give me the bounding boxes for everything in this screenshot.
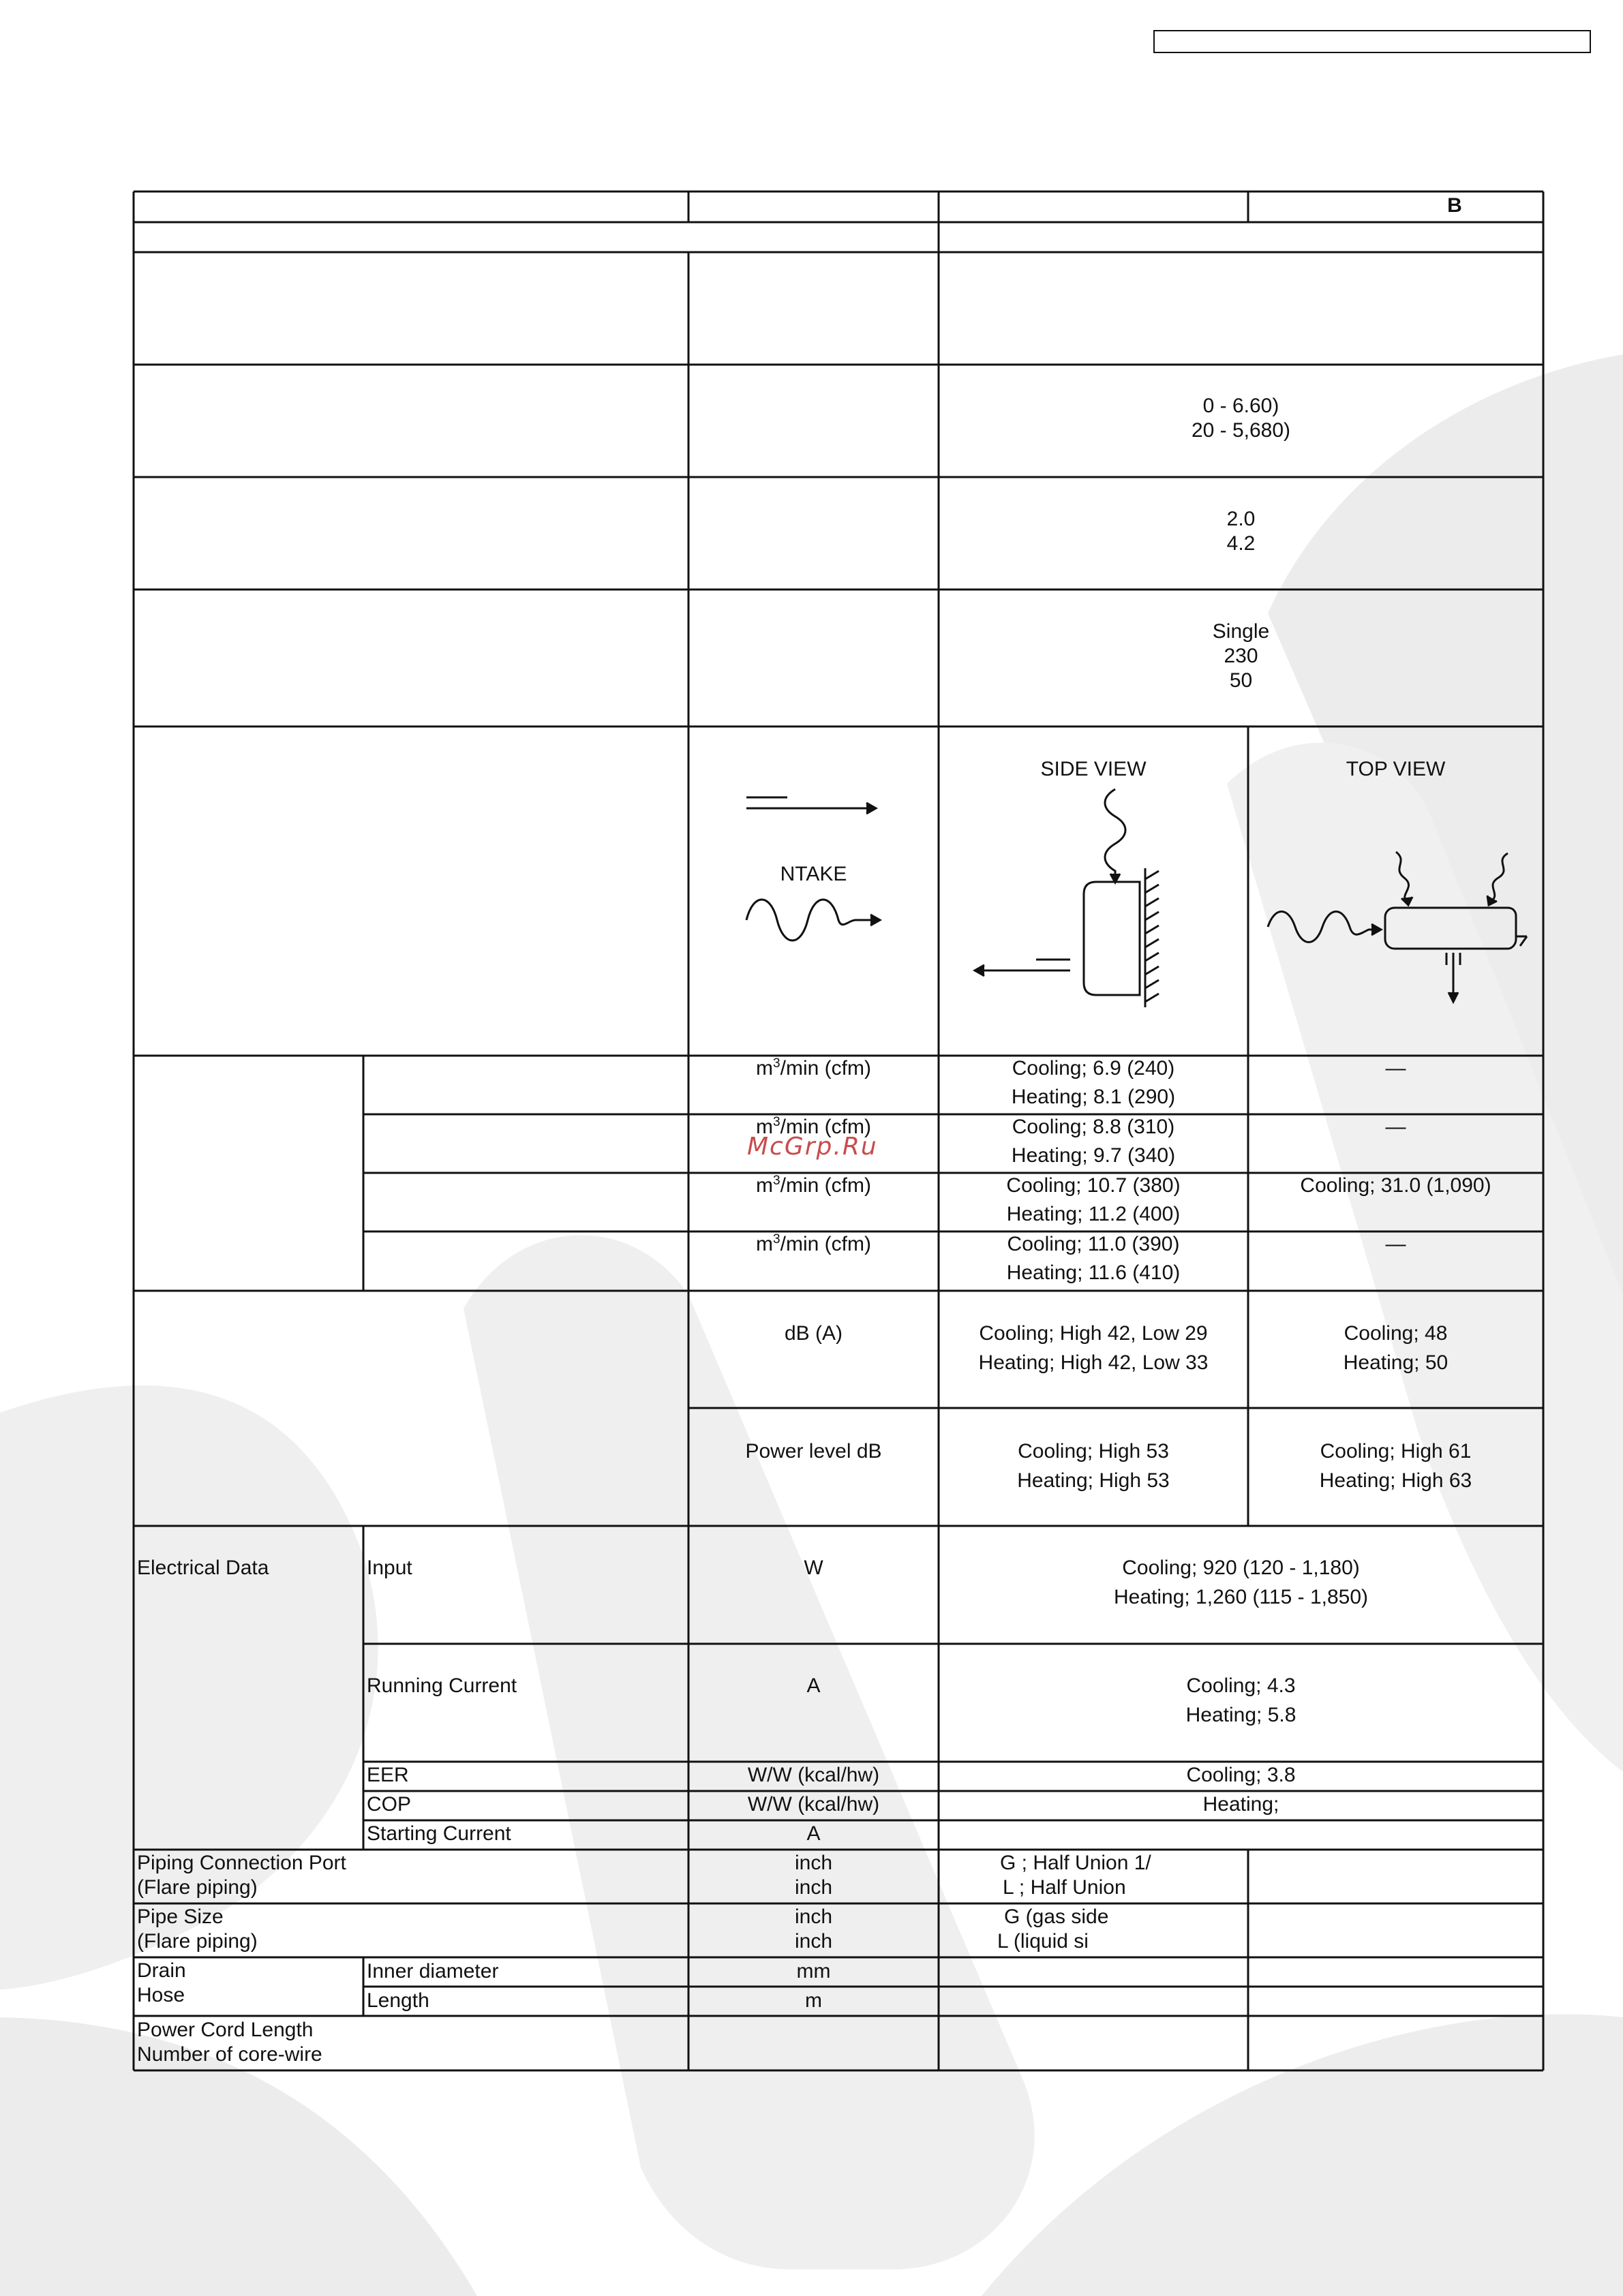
unit-exponent: 3	[773, 1232, 780, 1246]
moisture-line-1: 2.0	[1226, 508, 1256, 530]
unit-suffix: /min (cfm)	[780, 1174, 871, 1197]
moisture-line-2: 4.2	[1226, 532, 1256, 555]
running-current-label: Running Current	[367, 1674, 517, 1697]
capacity-line-1: 0 - 6.60)	[1202, 395, 1279, 417]
noise-pressure-outdoor-heating: Heating; 50	[1343, 1351, 1448, 1374]
cop-label: COP	[367, 1793, 412, 1816]
pipe-size-liquid-value: L (liquid si	[997, 1930, 1089, 1953]
input-heating: Heating; 1,260 (115 - 1,850)	[1113, 1586, 1369, 1608]
pipe-size-unit-gas: inch	[794, 1905, 833, 1928]
input-label: Input	[367, 1557, 412, 1579]
pipe-size-label: Pipe Size	[137, 1905, 224, 1928]
intake-label: NTAKE	[780, 863, 847, 885]
noise-power-indoor-cooling: Cooling; High 53	[1018, 1440, 1169, 1463]
unit-base: m	[756, 1116, 774, 1138]
noise-pressure-indoor-heating: Heating; High 42, Low 33	[978, 1351, 1209, 1374]
input-unit: W	[804, 1557, 823, 1579]
airflow-row-3-cooling: Cooling; 10.7 (380)	[1006, 1174, 1181, 1197]
side-view-airflow-icon	[961, 784, 1234, 1015]
unit-base: m	[756, 1174, 774, 1197]
unit-exponent: 3	[773, 1115, 780, 1129]
unit-base: m	[756, 1233, 774, 1255]
noise-power-outdoor-cooling: Cooling; High 61	[1320, 1440, 1472, 1463]
drain-hose-label-2: Hose	[137, 1984, 185, 2006]
airflow-row-3-heating: Heating; 11.2 (400)	[1006, 1203, 1181, 1225]
airflow-row-2-cooling: Cooling; 8.8 (310)	[1012, 1116, 1175, 1138]
length-unit: m	[805, 1989, 822, 2012]
airflow-row-1-unit	[688, 1056, 939, 1081]
noise-power-indoor-heating: Heating; High 53	[1017, 1469, 1170, 1492]
unit-suffix: /min (cfm)	[780, 1233, 871, 1255]
capacity-line-2: 20 - 5,680)	[1191, 419, 1291, 442]
cop-unit: W/W (kcal/hw)	[747, 1793, 880, 1816]
electrical-data-label: Electrical Data	[137, 1557, 269, 1579]
airflow-row-2-heating: Heating; 9.7 (340)	[1011, 1144, 1176, 1167]
airflow-row-1-cooling: Cooling; 6.9 (240)	[1012, 1057, 1175, 1080]
airflow-row-4-outdoor: —	[1385, 1233, 1406, 1255]
airflow-row-2-outdoor: —	[1385, 1116, 1406, 1138]
airflow-row-4-cooling: Cooling; 11.0 (390)	[1007, 1233, 1180, 1255]
piping-port-liquid-value: L ; Half Union	[1003, 1876, 1126, 1899]
noise-power-unit: Power level dB	[745, 1440, 882, 1463]
pipe-size-unit-liquid: inch	[794, 1930, 833, 1953]
unit-exponent: 3	[773, 1056, 780, 1071]
piping-port-label: Piping Connection Port	[137, 1852, 346, 1874]
airflow-row-4-heating: Heating; 11.6 (410)	[1006, 1261, 1181, 1284]
power-cord-length-label: Power Cord Length	[137, 2019, 314, 2041]
noise-pressure-indoor-cooling: Cooling; High 42, Low 29	[979, 1322, 1208, 1345]
eer-label: EER	[367, 1764, 409, 1786]
cop-value: Heating;	[1202, 1793, 1279, 1816]
piping-port-unit-liquid: inch	[794, 1876, 833, 1899]
unit-suffix: /min (cfm)	[780, 1116, 871, 1138]
eer-unit: W/W (kcal/hw)	[747, 1764, 880, 1786]
pipe-size-gas-value: G (gas side	[1004, 1905, 1109, 1928]
top-view-label: TOP VIEW	[1346, 758, 1446, 780]
running-current-heating: Heating; 5.8	[1185, 1704, 1296, 1726]
top-view-airflow-icon	[1262, 845, 1535, 1009]
airflow-row-3-unit	[688, 1174, 939, 1198]
noise-power-outdoor-heating: Heating; High 63	[1319, 1469, 1472, 1492]
airflow-row-1-outdoor: —	[1385, 1057, 1406, 1080]
inner-diameter-unit: mm	[796, 1960, 831, 1983]
eer-value: Cooling; 3.8	[1186, 1764, 1296, 1786]
starting-current-unit: A	[806, 1822, 821, 1845]
power-voltage: 230	[1224, 645, 1258, 667]
running-current-cooling: Cooling; 4.3	[1186, 1674, 1296, 1697]
power-frequency: 50	[1229, 669, 1253, 692]
piping-port-unit-gas: inch	[794, 1852, 833, 1874]
unit-suffix: /min (cfm)	[780, 1057, 871, 1080]
input-cooling: Cooling; 920 (120 - 1,180)	[1122, 1557, 1360, 1579]
length-label: Length	[367, 1989, 429, 2012]
running-current-unit: A	[806, 1674, 821, 1697]
airflow-row-3-outdoor: Cooling; 31.0 (1,090)	[1300, 1174, 1491, 1197]
noise-pressure-outdoor-cooling: Cooling; 48	[1344, 1322, 1448, 1345]
unit-exponent: 3	[773, 1174, 780, 1188]
airflow-row-4-unit	[688, 1232, 939, 1257]
piping-port-gas-value: G ; Half Union 1/	[1000, 1852, 1151, 1874]
watermark-brand-text: McGrp.Ru	[747, 1133, 878, 1161]
side-view-label: SIDE VIEW	[1040, 758, 1147, 780]
discharge-intake-legend-icon	[740, 784, 903, 947]
column-letter-header: B	[1447, 194, 1462, 217]
pipe-size-sublabel: (Flare piping)	[137, 1930, 258, 1953]
piping-port-sublabel: (Flare piping)	[137, 1876, 258, 1899]
airflow-row-1-heating: Heating; 8.1 (290)	[1011, 1086, 1176, 1108]
inner-diameter-label: Inner diameter	[367, 1960, 499, 1983]
power-phase: Single	[1212, 620, 1270, 643]
core-wire-count-label: Number of core-wire	[137, 2043, 322, 2066]
unit-base: m	[756, 1057, 774, 1080]
starting-current-label: Starting Current	[367, 1822, 511, 1845]
noise-pressure-unit: dB (A)	[784, 1322, 843, 1345]
drain-hose-label-1: Drain	[137, 1959, 186, 1982]
